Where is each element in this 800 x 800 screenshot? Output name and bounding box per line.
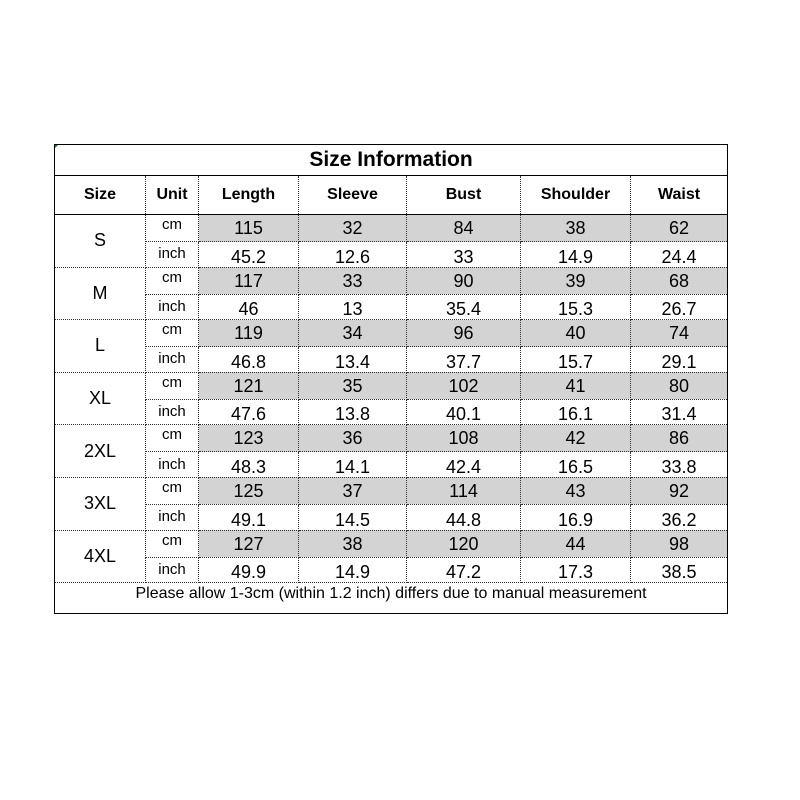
measurement-value: 48.3 [199, 452, 299, 478]
size-table-container [54, 144, 727, 614]
measurement-value: 13.8 [299, 399, 407, 425]
measurement-value: 16.1 [521, 399, 631, 425]
measurement-value: 40.1 [407, 399, 521, 425]
measurement-value: 39 [521, 267, 631, 294]
size-label: M [55, 267, 146, 320]
measurement-value: 37 [299, 477, 407, 504]
unit-label: cm [146, 425, 199, 452]
measurement-value: 47.6 [199, 399, 299, 425]
unit-label: inch [146, 399, 199, 425]
size-label: XL [55, 372, 146, 425]
measurement-value: 121 [199, 372, 299, 399]
measurement-value: 44.8 [407, 504, 521, 530]
measurement-value: 84 [407, 215, 521, 242]
measurement-value: 14.1 [299, 452, 407, 478]
measurement-value: 35.4 [407, 294, 521, 320]
measurement-value: 62 [631, 215, 728, 242]
table-row [55, 372, 728, 399]
measurement-value: 16.9 [521, 504, 631, 530]
header-row [55, 176, 728, 215]
unit-label: inch [146, 294, 199, 320]
measurement-value: 47.2 [407, 557, 521, 583]
measurement-value: 38 [299, 530, 407, 557]
table-row [55, 242, 728, 268]
column-header-unit: Unit [146, 176, 199, 215]
measurement-value: 49.1 [199, 504, 299, 530]
unit-label: inch [146, 452, 199, 478]
measurement-value: 36 [299, 425, 407, 452]
unit-label: cm [146, 267, 199, 294]
measurement-value: 29.1 [631, 347, 728, 373]
unit-label: inch [146, 504, 199, 530]
measurement-value: 33 [299, 267, 407, 294]
table-row [55, 399, 728, 425]
measurement-value: 17.3 [521, 557, 631, 583]
measurement-value: 33 [407, 242, 521, 268]
column-header-length: Length [199, 176, 299, 215]
measurement-value: 42.4 [407, 452, 521, 478]
table-body [55, 215, 728, 583]
table-row [55, 347, 728, 373]
measurement-value: 115 [199, 215, 299, 242]
size-label: 2XL [55, 425, 146, 478]
unit-label: inch [146, 347, 199, 373]
measurement-value: 35 [299, 372, 407, 399]
measurement-value: 14.9 [521, 242, 631, 268]
measurement-value: 68 [631, 267, 728, 294]
measurement-value: 15.3 [521, 294, 631, 320]
measurement-value: 108 [407, 425, 521, 452]
measurement-value: 44 [521, 530, 631, 557]
measurement-value: 33.8 [631, 452, 728, 478]
measurement-value: 74 [631, 320, 728, 347]
unit-label: cm [146, 215, 199, 242]
measurement-value: 90 [407, 267, 521, 294]
measurement-value: 37.7 [407, 347, 521, 373]
measurement-value: 127 [199, 530, 299, 557]
unit-label: cm [146, 530, 199, 557]
unit-label: cm [146, 477, 199, 504]
measurement-value: 24.4 [631, 242, 728, 268]
table-row [55, 425, 728, 452]
measurement-value: 36.2 [631, 504, 728, 530]
measurement-note: Please allow 1-3cm (within 1.2 inch) differs due to manual measurement [55, 583, 728, 614]
measurement-value: 15.7 [521, 347, 631, 373]
column-header-waist: Waist [631, 176, 728, 215]
column-header-sleeve: Sleeve [299, 176, 407, 215]
measurement-value: 13.4 [299, 347, 407, 373]
table-row [55, 477, 728, 504]
table-row [55, 452, 728, 478]
size-label: 3XL [55, 477, 146, 530]
table-row [55, 267, 728, 294]
measurement-value: 13 [299, 294, 407, 320]
measurement-value: 43 [521, 477, 631, 504]
measurement-value: 86 [631, 425, 728, 452]
measurement-value: 26.7 [631, 294, 728, 320]
column-header-shoulder: Shoulder [521, 176, 631, 215]
measurement-value: 14.9 [299, 557, 407, 583]
size-label: S [55, 215, 146, 268]
measurement-value: 123 [199, 425, 299, 452]
measurement-value: 32 [299, 215, 407, 242]
measurement-value: 92 [631, 477, 728, 504]
measurement-value: 119 [199, 320, 299, 347]
measurement-value: 34 [299, 320, 407, 347]
measurement-value: 42 [521, 425, 631, 452]
measurement-value: 98 [631, 530, 728, 557]
measurement-value: 80 [631, 372, 728, 399]
measurement-value: 38 [521, 215, 631, 242]
table-row [55, 320, 728, 347]
unit-label: cm [146, 320, 199, 347]
measurement-value: 102 [407, 372, 521, 399]
measurement-value: 12.6 [299, 242, 407, 268]
measurement-value: 46 [199, 294, 299, 320]
table-title: Size Information [55, 145, 728, 176]
table-row [55, 294, 728, 320]
measurement-value: 114 [407, 477, 521, 504]
measurement-value: 41 [521, 372, 631, 399]
measurement-value: 117 [199, 267, 299, 294]
measurement-value: 14.5 [299, 504, 407, 530]
size-label: 4XL [55, 530, 146, 583]
measurement-value: 31.4 [631, 399, 728, 425]
measurement-value: 45.2 [199, 242, 299, 268]
measurement-value: 49.9 [199, 557, 299, 583]
measurement-value: 125 [199, 477, 299, 504]
unit-label: inch [146, 557, 199, 583]
measurement-value: 46.8 [199, 347, 299, 373]
table-row [55, 530, 728, 557]
table-row [55, 504, 728, 530]
column-header-bust: Bust [407, 176, 521, 215]
measurement-value: 16.5 [521, 452, 631, 478]
measurement-value: 40 [521, 320, 631, 347]
table-row [55, 215, 728, 242]
measurement-value: 38.5 [631, 557, 728, 583]
size-table [54, 144, 728, 614]
table-row [55, 557, 728, 583]
size-label: L [55, 320, 146, 373]
unit-label: cm [146, 372, 199, 399]
column-header-size: Size [55, 176, 146, 215]
unit-label: inch [146, 242, 199, 268]
measurement-value: 120 [407, 530, 521, 557]
measurement-value: 96 [407, 320, 521, 347]
